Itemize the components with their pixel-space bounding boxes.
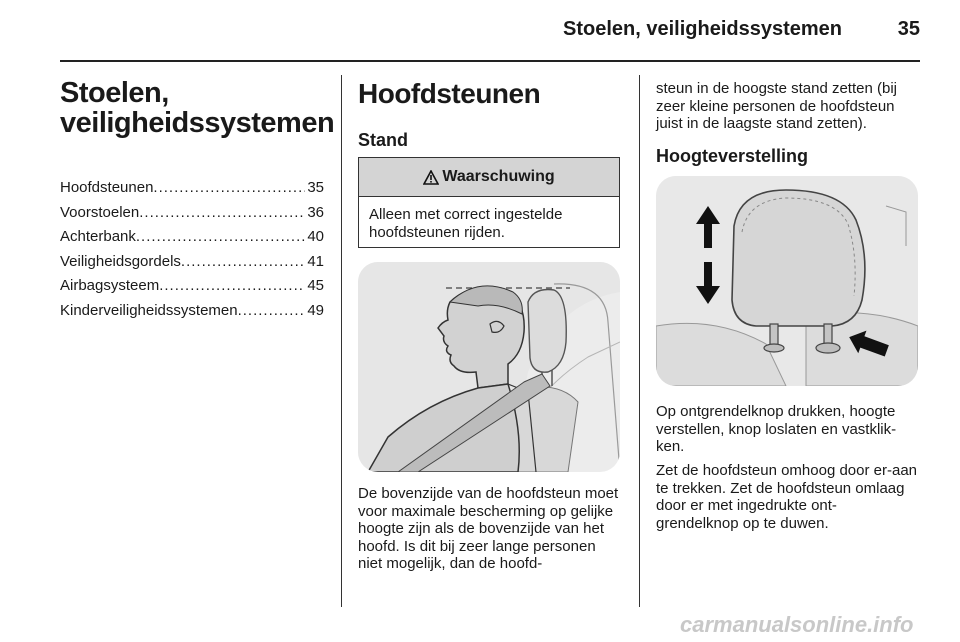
height-adjustment-illustration: [656, 176, 918, 386]
subsection-title-height: Hoogteverstelling: [656, 146, 809, 166]
warning-title: Waarschuwing: [442, 168, 555, 185]
toc-item[interactable]: Veiligheidsgordels ..... 41: [60, 250, 324, 275]
chapter-toc: [60, 176, 324, 323]
toc-item[interactable]: Hoofdsteunen ..... 35: [60, 176, 324, 201]
toc-item[interactable]: Voorstoelen ..... 36: [60, 201, 324, 226]
height-instruction-text-1: Op ontgrendelknop drukken, hoogte verstellen, knop loslaten en vastklik-ken.: [656, 403, 897, 455]
warning-triangle-icon: [423, 170, 439, 185]
headrest-adjustment-drawing: [656, 176, 918, 386]
subsection-title-position: Stand: [358, 130, 409, 150]
column-divider-left: [341, 75, 342, 607]
watermark: carmanualsonline.info: [680, 612, 914, 637]
position-instruction-text: De bovenzijde van de hoofdsteun moet voor maximale bescherming op gelijke hoogte zijn als de bovenzijde van het hoofd. Is dit bij zeer lange personen niet mogelijk, dan de hoofd-: [358, 485, 619, 572]
warning-text: Alleen met correct ingestelde hoofdsteunen rijden.: [369, 206, 563, 241]
section-title: Hoofdsteunen: [358, 78, 541, 109]
position-instruction-continued: steun in de hoogste stand zetten (bij zeer kleine personen de hoofdsteun juist in de laagste stand zetten).: [656, 80, 897, 132]
seated-driver-drawing: [358, 262, 620, 472]
chapter-title: Stoelen, veiligheidssystemen: [60, 77, 335, 139]
warning-box: [358, 157, 620, 248]
headrest-position-illustration: [358, 262, 620, 472]
toc-item[interactable]: Achterbank ..... 40: [60, 225, 324, 250]
toc-item[interactable]: Airbagsysteem ..... 45: [60, 274, 324, 299]
toc-item[interactable]: Kinderveiligheidssystemen ..... 49: [60, 299, 324, 324]
column-divider-right: [639, 75, 640, 607]
warning-header: [359, 158, 619, 197]
running-header-title: Stoelen, veiligheidssystemen: [563, 18, 842, 40]
height-instruction-text-2: Zet de hoofdsteun omhoog door er-aan te trekken. Zet de hoofdsteun omlaag door er met ingedrukte ont-grendelknop op te duwen.: [656, 462, 918, 532]
header-rule: [60, 60, 920, 62]
page-number: 35: [897, 18, 920, 40]
